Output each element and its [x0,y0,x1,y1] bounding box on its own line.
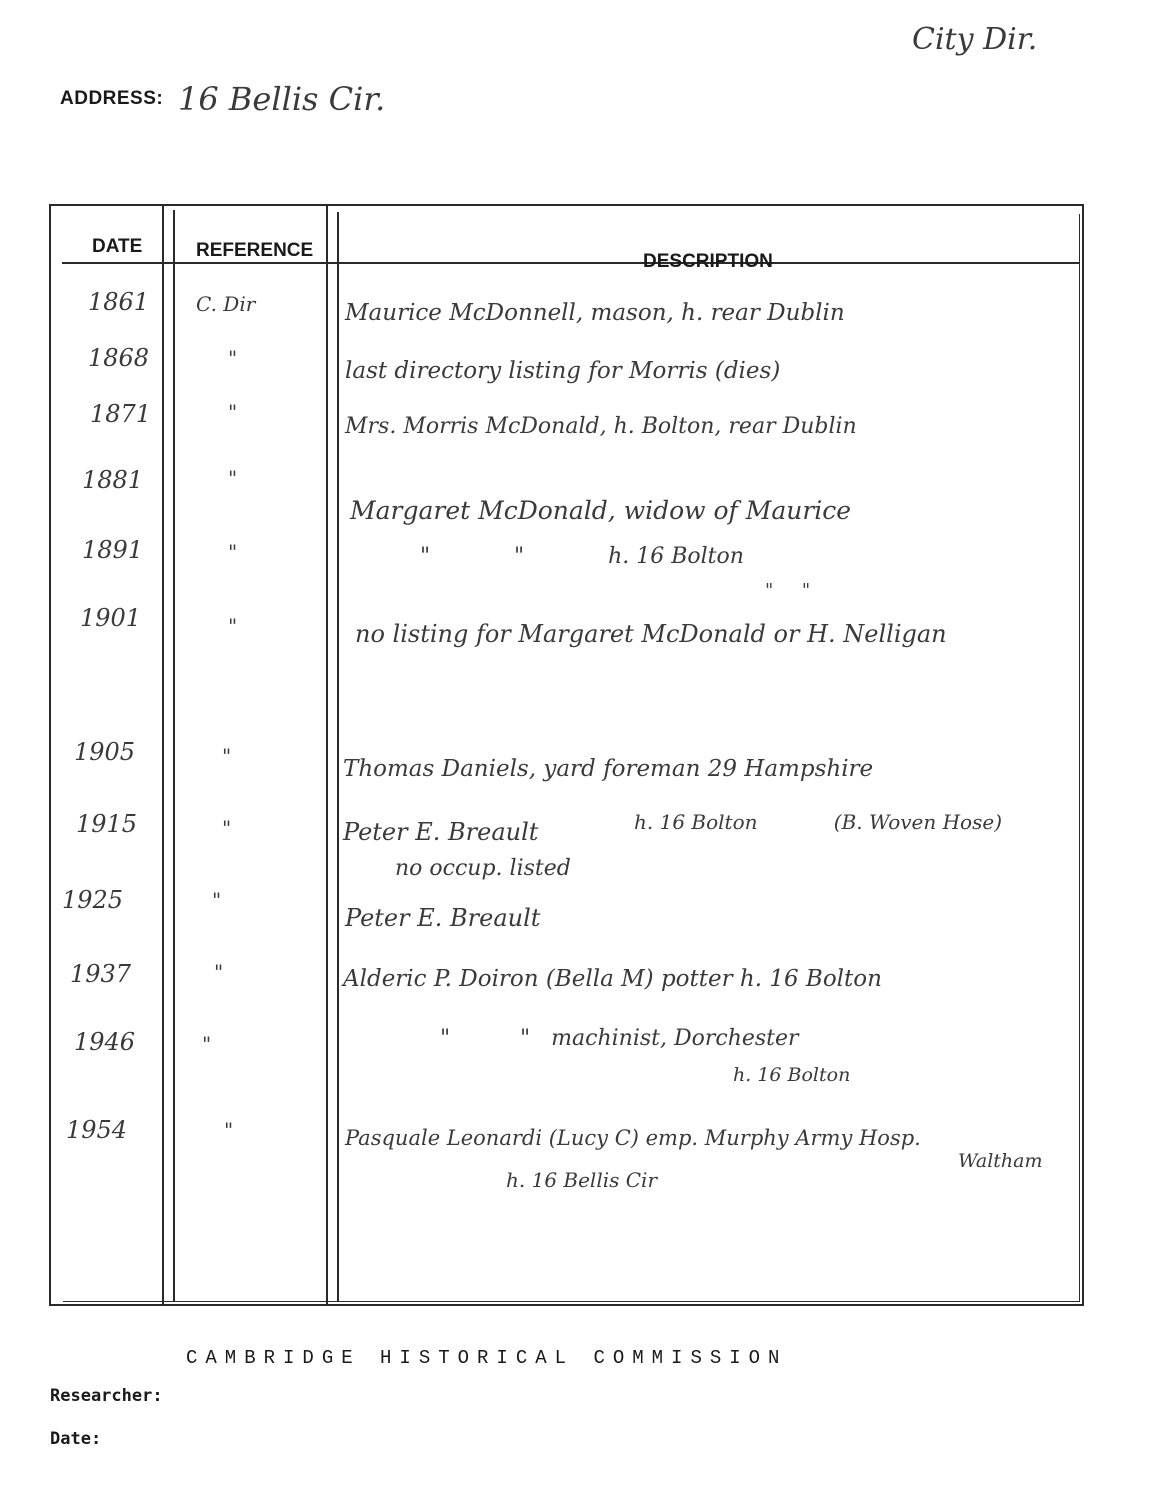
row-date: 1871 [90,400,152,428]
row-reference: " [228,614,238,638]
row-description-line2: h. 16 Bolton (B. Woven Hose) [634,810,1002,834]
row-date: 1954 [66,1116,128,1144]
row-reference: " [222,744,232,768]
row-date: 1915 [76,810,138,838]
row-description-line2: no occup. listed [395,856,571,881]
row-description: Pasquale Leonardi (Lucy C) emp. Murphy Army Hosp. [345,1126,921,1150]
header-rule [62,262,1080,264]
row-date: 1861 [88,288,150,316]
corner-note: City Dir. [912,22,1038,57]
row-reference: C. Dir [196,292,256,316]
row-date: 1905 [74,738,136,766]
row-reference: " [224,1118,234,1142]
row-reference: " [214,960,224,984]
row-description: " " machinist, Dorchester [440,1026,799,1051]
row-description: Alderic P. Doiron (Bella M) potter h. 16 Bolton [343,966,882,992]
row-date: 1881 [82,466,144,494]
column-header-reference: REFERENCE [196,240,314,261]
row-date: 1925 [62,886,124,914]
row-description: Peter E. Breault [343,818,539,846]
row-description: Maurice McDonnell, mason, h. rear Dublin [345,300,845,326]
row-description: Margaret McDonald, widow of Maurice [350,496,852,525]
column-header-date: DATE [92,236,143,257]
row-description-line2: h. 16 Bolton [733,1064,851,1086]
row-reference: " [202,1032,212,1056]
row-description: no listing for Margaret McDonald or H. Nelligan [355,620,947,648]
divider-reference-description [326,204,328,1306]
researcher-label: Researcher: [50,1386,163,1406]
address-value: 16 Bellis Cir. [178,80,386,118]
row-date: 1891 [82,536,144,564]
row-reference: " [228,466,238,490]
row-description: Thomas Daniels, yard foreman 29 Hampshire [343,756,874,782]
address-label: ADDRESS: [60,88,164,109]
row-date: 1946 [74,1028,136,1056]
row-date: 1937 [70,960,132,988]
row-description: last directory listing for Morris (dies) [345,358,781,384]
row-reference: " [222,816,232,840]
date-label: Date: [50,1429,102,1449]
column-header-description: DESCRIPTION [643,251,773,272]
row-description: Mrs. Morris McDonald, h. Bolton, rear Dublin [345,414,857,439]
row-reference: " [228,400,238,424]
row-reference: " [228,346,238,370]
divider-date-reference [162,204,164,1306]
row-reference: " [212,888,222,912]
organization-name: CAMBRIDGE HISTORICAL COMMISSION [186,1347,788,1369]
row-date: 1901 [80,604,142,632]
row-description: Peter E. Breault [345,904,541,932]
divider-date-reference-inner [173,210,175,1302]
row-description-line2: h. 16 Bellis Cir [506,1168,658,1192]
row-date: 1868 [88,344,150,372]
row-description-ditto: " " [765,580,811,601]
row-description: " " h. 16 Bolton [420,544,744,569]
row-description-line3: Waltham [958,1150,1043,1172]
row-reference: " [228,540,238,564]
divider-reference-description-inner [337,212,339,1302]
